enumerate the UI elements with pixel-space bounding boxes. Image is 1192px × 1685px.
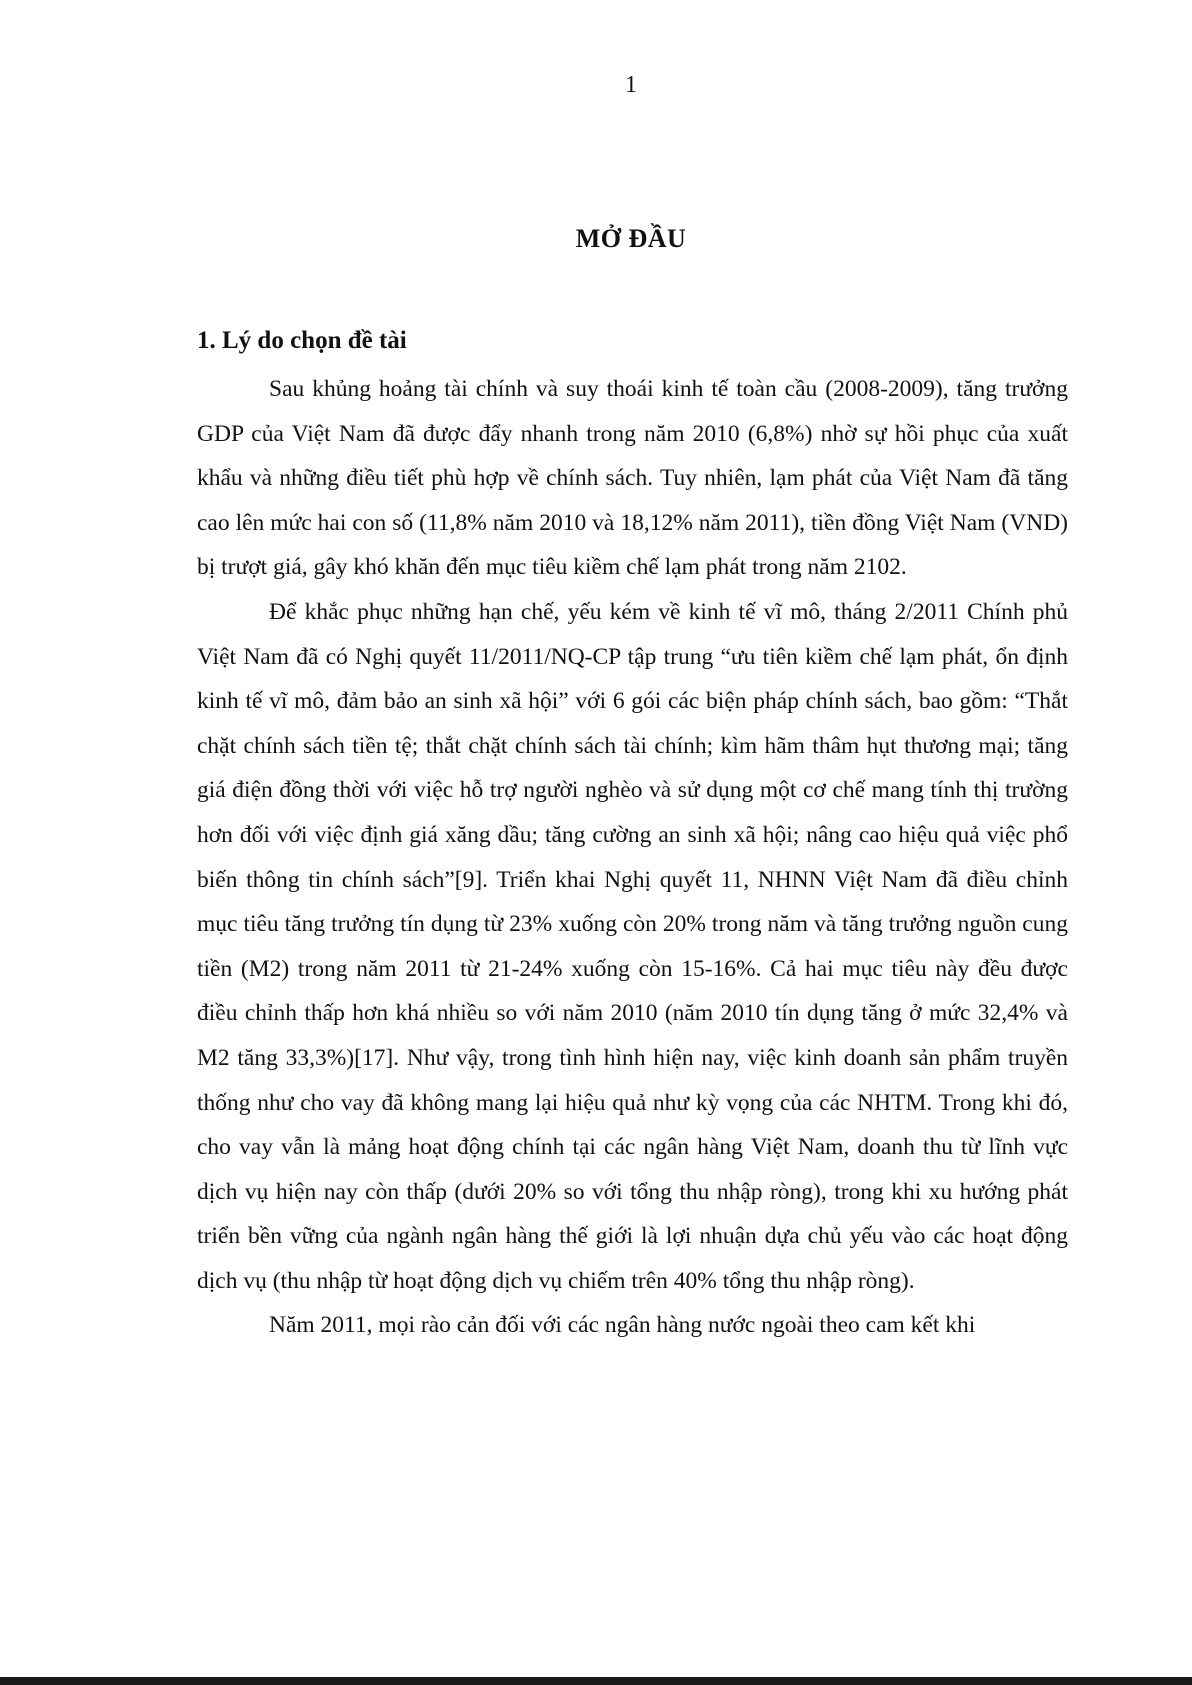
section-heading: 1. Lý do chọn đề tài (197, 327, 407, 354)
paragraph-2: Để khắc phục những hạn chế, yếu kém về kinh tế vĩ mô, tháng 2/2011 Chính phủ Việt Nam đã có Nghị quyết 11/2011/NQ-CP tập trung “ưu tiên kiềm chế lạm phát, ổn định kinh tế vĩ mô, đảm bảo an sinh xã hội” với 6 gói các biện pháp chính sách, bao gồm: “Thắt chặt chính sách tiền tệ; thắt chặt chính sách tài chính; kìm hãm thâm hụt thương mại; tăng giá điện đồng thời với việc hỗ trợ người nghèo và sử dụng một cơ chế mang tính thị trường hơn đối với việc định giá xăng dầu; tăng cường an sinh xã hội; nâng cao hiệu quả việc phổ biến thông tin chính sách”[9]. Triển khai Nghị quyết 11, NHNN Việt Nam đã điều chỉnh mục tiêu tăng trưởng tín dụng từ 23% xuống còn 20% trong năm và tăng trưởng nguồn cung tiền (M2) trong năm 2011 từ 21-24% xuống còn 15-16%. Cả hai mục tiêu này đều được điều chỉnh thấp hơn khá nhiều so với năm 2010 (năm 2010 tín dụng tăng ở mức 32,4% và M2 tăng 33,3%)[17]. Như vậy, trong tình hình hiện nay, việc kinh doanh sản phẩm truyền thống như cho vay đã không mang lại hiệu quả như kỳ vọng của các NHTM. Trong khi đó, cho vay vẫn là mảng hoạt động chính tại các ngân hàng Việt Nam, doanh thu từ lĩnh vực dịch vụ hiện nay còn thấp (dưới 20% so với tổng thu nhập ròng), trong khi xu hướng phát triển bền vững của ngành ngân hàng thế giới là lợi nhuận dựa chủ yếu vào các hoạt động dịch vụ (thu nhập từ hoạt động dịch vụ chiếm trên 40% tổng thu nhập ròng). (197, 598, 1068, 1294)
bottom-edge-bar (0, 1677, 1192, 1685)
paragraph-3: Năm 2011, mọi rào cản đối với các ngân hàng nước ngoài theo cam kết khi (269, 1312, 976, 1339)
body-text (197, 367, 1068, 1348)
page-number: 1 (625, 72, 637, 98)
chapter-title: MỞ ĐẦU (575, 224, 687, 253)
paragraph-1: Sau khủng hoảng tài chính và suy thoái kinh tế toàn cầu (2008-2009), tăng trưởng GDP của Việt Nam đã được đẩy nhanh trong năm 2010 (6,8%) nhờ sự hồi phục của xuất khẩu và những điều tiết phù hợp về chính sách. Tuy nhiên, lạm phát của Việt Nam đã tăng cao lên mức hai con số (11,8% năm 2010 và 18,12% năm 2011), tiền đồng Việt Nam (VND) bị trượt giá, gây khó khăn đến mục tiêu kiềm chế lạm phát trong năm 2102. (197, 376, 1068, 581)
